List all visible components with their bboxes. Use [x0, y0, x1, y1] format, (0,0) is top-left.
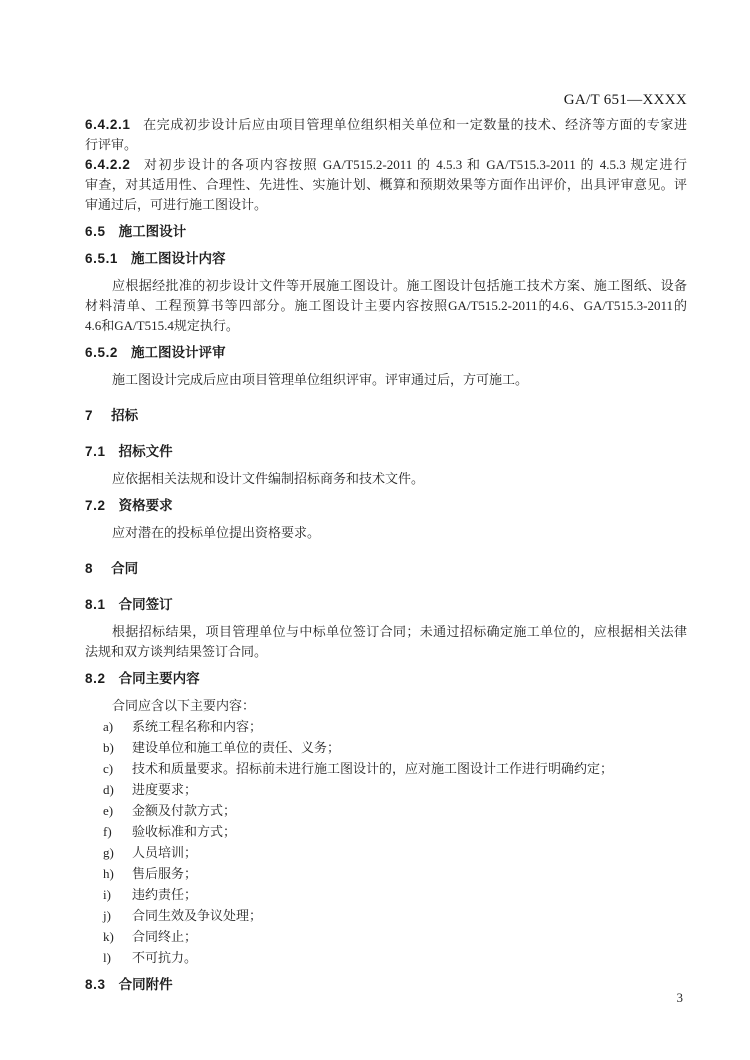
section-heading-7.1 — [85, 442, 687, 462]
list-item-label: k) — [103, 929, 114, 944]
section-heading-6.5.1 — [85, 249, 687, 269]
list-item-label: d) — [103, 782, 114, 797]
text-line: 应依据相关法规和设计文件编制招标商务和技术文件。 — [112, 471, 425, 486]
text-line — [85, 155, 687, 175]
list-item-text: 进度要求； — [132, 782, 198, 797]
list-item-text: 合同终止； — [132, 929, 198, 944]
clause-paragraph-6.4.2.2 — [85, 155, 687, 215]
list-item-text: 合同生效及争议处理； — [132, 908, 263, 923]
list-item-text: 验收标准和方式； — [132, 824, 237, 839]
section-heading-8.1 — [85, 595, 687, 615]
list-item-h — [85, 863, 687, 884]
heading-number: 6.5.1 — [85, 251, 119, 266]
text-line: 根据招标结果，项目管理单位与中标单位签订合同；未通过招标确定施工单位的，应根据相关法律 — [112, 624, 687, 639]
list-item-i — [85, 884, 687, 905]
text-line: 法规和双方谈判结果签订合同。 — [85, 644, 268, 659]
text-run: 在完成初步设计后应由项目管理单位组织相关单位和一定数量的技术、经济等方面的专家进 — [142, 117, 687, 132]
text-line: 材料清单、工程预算书等四部分。施工图设计主要内容按照GA/T515.2-2011的4.6、GA/T515.3-2011的 — [85, 298, 687, 313]
list-item-f — [85, 821, 687, 842]
clause-number: 6.4.2.2 — [85, 157, 131, 172]
heading-number: 6.5 — [85, 224, 106, 239]
list-item-a — [85, 716, 687, 737]
text-line: 合同应含以下主要内容： — [112, 698, 256, 713]
list-item-text: 技术和质量要求。招标前未进行施工图设计的，应对施工图设计工作进行明确约定； — [132, 761, 614, 776]
heading-title: 招标文件 — [118, 444, 173, 459]
heading-number: 6.5.2 — [85, 345, 119, 360]
text-line: 施工图设计完成后应由项目管理单位组织评审。评审通过后，方可施工。 — [112, 372, 529, 387]
list-item-label: h) — [103, 866, 114, 881]
clause-number: 6.4.2.1 — [85, 117, 131, 132]
heading-title: 施工图设计评审 — [131, 345, 226, 360]
list-item-label: i) — [103, 887, 111, 902]
list-item-e — [85, 800, 687, 821]
section-heading-8 — [85, 559, 687, 579]
list-item-text: 金额及付款方式； — [132, 803, 237, 818]
list-item-text: 系统工程名称和内容； — [132, 719, 263, 734]
list-item-text: 不可抗力。 — [132, 950, 198, 965]
list-item-g — [85, 842, 687, 863]
list-item-d — [85, 779, 687, 800]
heading-title: 施工图设计 — [118, 224, 187, 239]
heading-number: 8 — [85, 561, 94, 576]
text-line — [85, 175, 687, 195]
text-line — [85, 195, 687, 215]
heading-number: 7.2 — [85, 498, 106, 513]
text-run: 审通过后，可进行施工图设计。 — [85, 197, 268, 212]
list-item-text: 售后服务； — [132, 866, 198, 881]
text-line: 应根据经批准的初步设计文件等开展施工图设计。施工图设计包括施工技术方案、施工图纸、设备 — [112, 278, 687, 293]
list-item-label: b) — [103, 740, 114, 755]
list-item-c — [85, 758, 687, 779]
heading-title: 合同 — [111, 561, 139, 576]
text-run: 对初步设计的各项内容按照 GA/T515.2-2011 的 4.5.3 和 GA/T515.3-2011 的 4.5.3 规定进行 — [142, 157, 687, 172]
body-paragraph — [85, 523, 687, 543]
section-heading-8.2 — [85, 669, 687, 689]
heading-number: 7 — [85, 408, 94, 423]
text-line: 应对潜在的投标单位提出资格要求。 — [112, 525, 321, 540]
list-item-label: f) — [103, 824, 112, 839]
body-paragraph — [85, 469, 687, 489]
text-line — [85, 115, 687, 135]
page-content — [85, 0, 687, 1002]
section-heading-7 — [85, 406, 687, 426]
clause-list — [85, 716, 687, 968]
list-item-label: g) — [103, 845, 114, 860]
list-item-label: j) — [103, 908, 111, 923]
document-body — [85, 115, 687, 995]
list-item-label: a) — [103, 719, 114, 734]
list-item-text: 违约责任； — [132, 887, 198, 902]
standard-code-header: GA/T 651—XXXX — [563, 92, 687, 108]
page-number: 3 — [676, 990, 683, 1005]
list-item-label: e) — [103, 803, 114, 818]
list-item-k — [85, 926, 687, 947]
body-paragraph — [85, 276, 687, 336]
section-heading-6.5 — [85, 222, 687, 242]
section-heading-8.3 — [85, 975, 687, 995]
clause-paragraph-6.4.2.1 — [85, 115, 687, 155]
section-heading-7.2 — [85, 496, 687, 516]
text-line — [85, 135, 687, 155]
text-line: 4.6和GA/T515.4规定执行。 — [85, 318, 239, 333]
heading-title: 合同签订 — [118, 597, 173, 612]
list-item-label: c) — [103, 761, 114, 776]
heading-title: 合同主要内容 — [118, 671, 200, 686]
heading-title: 资格要求 — [118, 498, 173, 513]
list-item-b — [85, 737, 687, 758]
list-item-l — [85, 947, 687, 968]
heading-number: 8.3 — [85, 977, 106, 992]
heading-title: 施工图设计内容 — [131, 251, 226, 266]
text-run: 审查，对其适用性、合理性、先进性、实施计划、概算和预期效果等方面作出评价，出具评审意见。评 — [85, 177, 687, 192]
heading-title: 合同附件 — [118, 977, 173, 992]
body-paragraph — [85, 370, 687, 390]
list-item-text: 建设单位和施工单位的责任、义务； — [132, 740, 341, 755]
heading-number: 8.1 — [85, 597, 106, 612]
list-item-label: l) — [103, 950, 111, 965]
heading-title: 招标 — [111, 408, 139, 423]
heading-number: 7.1 — [85, 444, 106, 459]
text-run: 行评审。 — [85, 137, 138, 152]
heading-number: 8.2 — [85, 671, 106, 686]
body-paragraph — [85, 696, 687, 716]
section-heading-6.5.2 — [85, 343, 687, 363]
list-item-text: 人员培训； — [132, 845, 198, 860]
list-item-j — [85, 905, 687, 926]
body-paragraph — [85, 622, 687, 662]
